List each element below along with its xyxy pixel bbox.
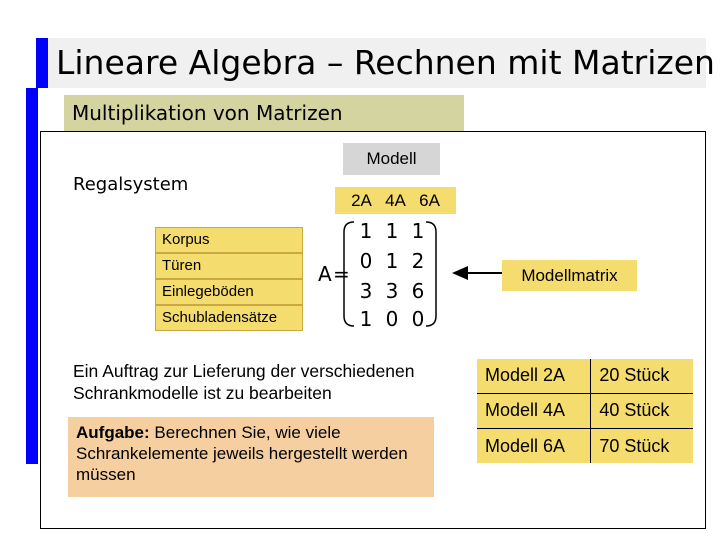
order-table bbox=[477, 359, 693, 463]
part-label-tueren: Türen bbox=[155, 253, 303, 279]
order-quantity-cell: 20 Stück bbox=[591, 359, 693, 393]
order-description: Ein Auftrag zur Lieferung der verschiedenen Schrankmodelle ist zu bearbeiten bbox=[73, 361, 415, 403]
matrix-right-bracket bbox=[426, 222, 436, 326]
matrix-cell: 0 bbox=[359, 249, 373, 273]
matrix-cell: 0 bbox=[411, 307, 425, 331]
accent-stripe bbox=[26, 88, 38, 464]
task-box bbox=[68, 417, 434, 497]
arrow-head-icon bbox=[452, 266, 468, 280]
matrix-cell: 1 bbox=[411, 219, 425, 243]
task-text: Berechnen Sie, wie viele Schrankelemente jeweils hergestellt werden müssen bbox=[76, 423, 408, 484]
matrix-cell: 1 bbox=[385, 249, 399, 273]
table-row bbox=[477, 393, 693, 428]
matrix-cell: 3 bbox=[359, 279, 373, 303]
order-model-cell: Modell 6A bbox=[477, 429, 591, 464]
matrix-cell: 6 bbox=[411, 279, 425, 303]
order-quantity-cell: 40 Stück bbox=[591, 393, 693, 428]
regalsystem-label: Regalsystem bbox=[73, 174, 189, 195]
table-row bbox=[477, 359, 693, 393]
matrix-cell: 1 bbox=[359, 307, 373, 331]
order-quantity-cell: 70 Stück bbox=[591, 429, 693, 464]
model-header-label: Modell bbox=[343, 143, 440, 175]
part-label-korpus: Korpus bbox=[155, 227, 303, 253]
part-label-schubladensaetze: Schubladensätze bbox=[155, 305, 303, 331]
matrix-cell: 1 bbox=[359, 219, 373, 243]
slide-title: Lineare Algebra – Rechnen mit Matrizen bbox=[36, 38, 706, 88]
matrix-cell: 2 bbox=[411, 249, 425, 273]
matrix-cell: 3 bbox=[385, 279, 399, 303]
model-column-labels: 2A 4A 6A bbox=[335, 187, 456, 214]
order-model-cell: Modell 4A bbox=[477, 393, 591, 428]
matrix-name: A bbox=[318, 262, 332, 286]
task-label: Aufgabe: bbox=[76, 423, 150, 442]
order-model-cell: Modell 2A bbox=[477, 359, 591, 393]
matrix-equals: = bbox=[333, 262, 350, 286]
table-row bbox=[477, 429, 693, 464]
matrix-cell: 0 bbox=[385, 307, 399, 331]
slide-subtitle: Multiplikation von Matrizen bbox=[64, 95, 464, 131]
modellmatrix-label: Modellmatrix bbox=[502, 260, 637, 291]
part-label-einlegeboeden: Einlegeböden bbox=[155, 279, 303, 305]
matrix-cell: 1 bbox=[385, 219, 399, 243]
